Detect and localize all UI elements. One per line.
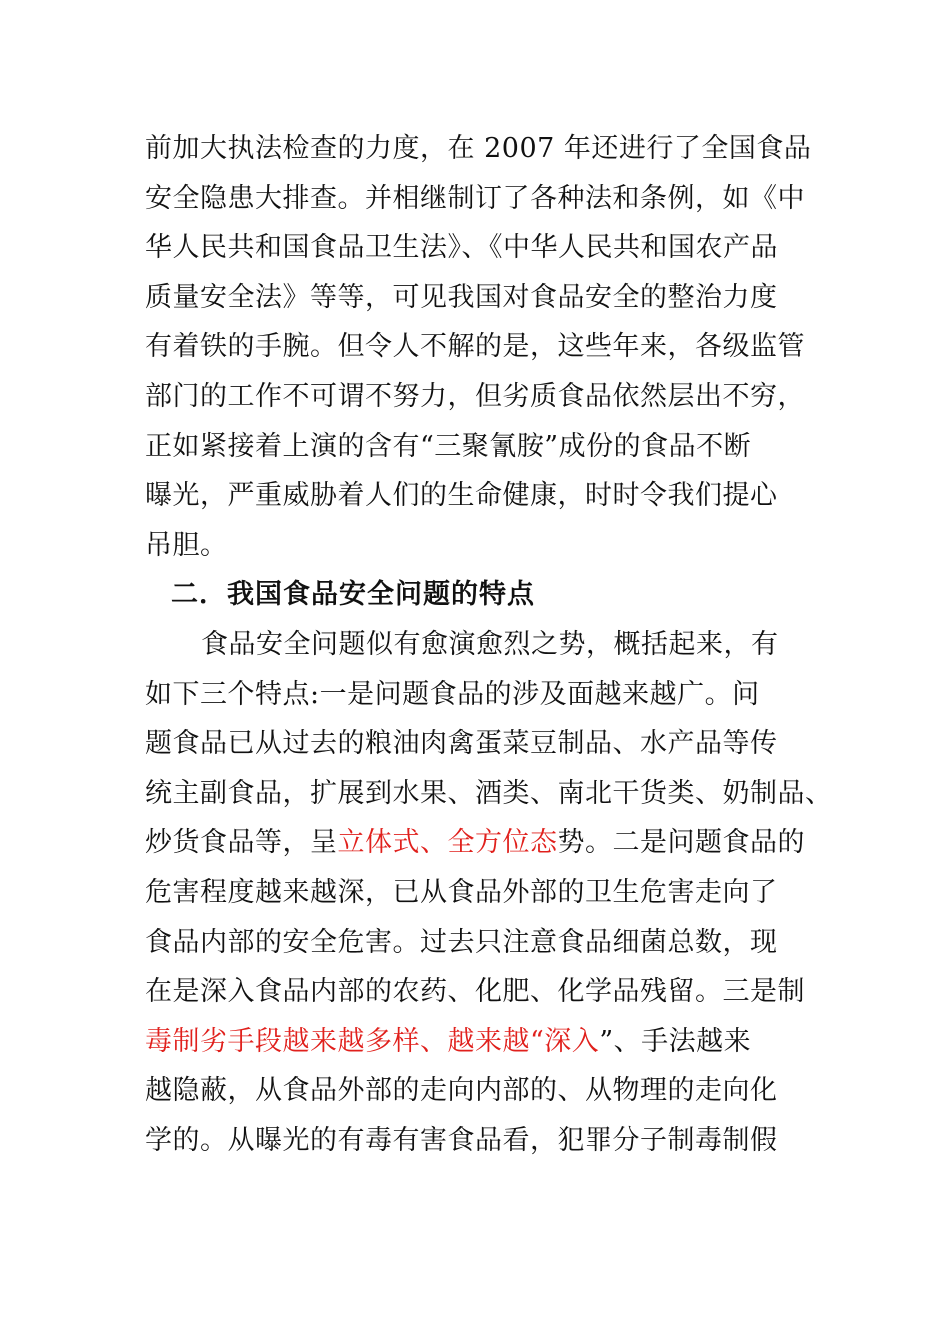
text-line: 有着铁的手腕。但令人不解的是，这些年来，各级监管: [145, 331, 805, 363]
paragraph-1: [145, 124, 825, 570]
text-line: [145, 818, 825, 868]
text-line: 质量安全法》等等，可见我国对食品安全的整治力度: [145, 281, 778, 313]
text-line: 食品内部的安全危害。过去只注意食品细菌总数，现: [145, 926, 778, 958]
text-line: [145, 1017, 825, 1067]
text-line: 前加大执法检查的力度，在 2007 年还进行了全国食品: [145, 133, 812, 164]
text-segment: 炒货食品等，呈: [145, 827, 338, 859]
text-line: 曝光，严重威胁着人们的生命健康，时时令我们提心: [145, 480, 778, 512]
text-line: 食品安全问题似有愈演愈烈之势，概括起来，有: [201, 628, 779, 660]
text-segment: ”、手法越来: [599, 1025, 752, 1057]
highlighted-text: 立体式、全方位态: [337, 827, 558, 859]
paragraph-2: [145, 620, 833, 1166]
text-line: 华人民共和国食品卫生法》、《中华人民共和国农产品: [145, 232, 778, 264]
text-line: 安全隐患大排查。并相继制订了各种法和条例，如《中: [145, 182, 805, 214]
text-line: 越隐蔽，从食品外部的走向内部的、从物理的走向化: [145, 1075, 778, 1107]
text-line: 在是深入食品内部的农药、化肥、化学品残留。三是制: [145, 976, 805, 1008]
text-line: 题食品已从过去的粮油肉禽蛋菜豆制品、水产品等传: [145, 728, 778, 760]
text-line: 吊胆。: [145, 529, 228, 561]
text-line: 统主副食品，扩展到水果、酒类、南北干货类、奶制品、: [145, 777, 833, 809]
text-line: 危害程度越来越深，已从食品外部的卫生危害走向了: [145, 876, 778, 908]
text-line: 正如紧接着上演的含有“三聚氰胺”成份的食品不断: [145, 430, 752, 462]
text-line: 如下三个特点:一是问题食品的涉及面越来越广。问: [145, 678, 760, 710]
text-line: 部门的工作不可谓不努力，但劣质食品依然层出不穷，: [145, 380, 805, 412]
document-body: [145, 124, 833, 1165]
section-heading: 二．我国食品安全问题的特点: [171, 579, 535, 611]
text-segment: 势。二是问题食品的: [557, 827, 805, 859]
highlighted-text: 毒制劣手段越来越多样、越来越“深入: [145, 1025, 600, 1057]
text-line: 学的。从曝光的有毒有害食品看，犯罪分子制毒制假: [145, 1124, 778, 1156]
